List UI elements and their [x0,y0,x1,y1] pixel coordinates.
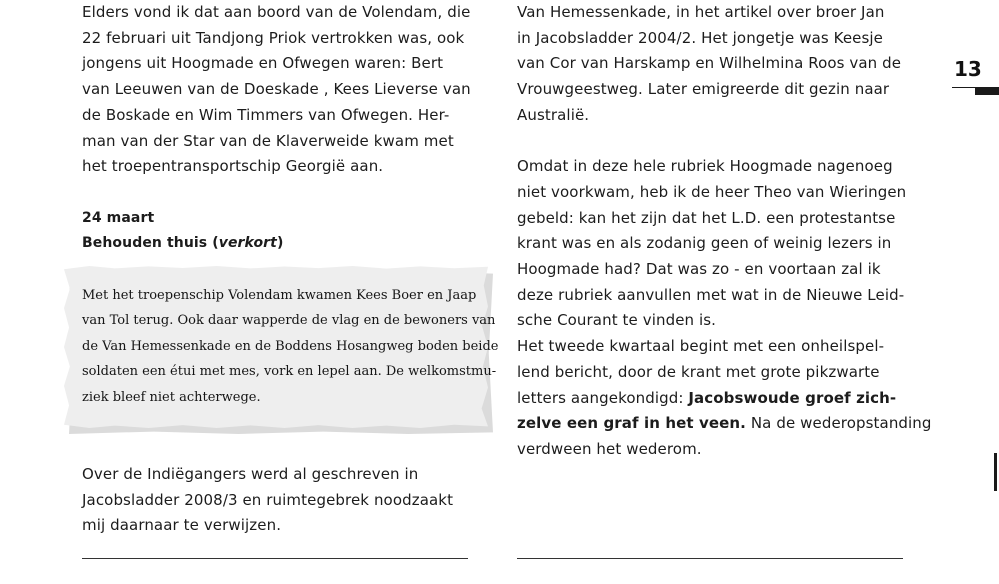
text-line: Elders vond ik dat aan boord van de Volendam, die [82,3,471,21]
headline-quote: zelve een graf in het veen. [517,414,746,433]
intro-paragraph [82,0,482,180]
clipping-line: Met het troepenschip Volendam kwamen Kees Boer en Jaap [82,288,477,303]
right-paragraph-2 [517,154,932,462]
clipping-line: ziek bleef niet achterwege. [82,389,261,405]
text-line: van Leeuwen van de Doeskade , Kees Lieverse van [82,80,471,99]
text-line: Van Hemessenkade, in het artikel over broer Jan [517,3,885,21]
text-line: het troepentransportschip Georgië aan. [82,157,384,176]
text-line: zelve een graf in het veen. Na de wederopstanding [517,414,932,433]
text-line: sche Courant te vinden is. [517,311,717,330]
text-line: de Boskade en Wim Timmers van Ofwegen. Her- [82,105,450,124]
text-line: 22 februari uit Tandjong Priok vertrokken was, ook [82,28,465,47]
text-line: krant was en als zodanig geen of weinig lezers in [517,234,892,253]
text-line: van Cor van Harskamp en Wilhelmina Roos van de [517,54,902,73]
right-column [517,0,932,463]
text-line: lend bericht, door de krant met grote pikzwarte [517,362,880,381]
text-line: mij daarnaar te verwijzen. [82,516,282,535]
text-line: Hoogmade had? Dat was zo - en voortaan zal ik [517,260,881,279]
article-title-heading: Behouden thuis (verkort) [82,235,284,252]
text-line: jongens uit Hoogmade en Ofwegen waren: Bert [82,54,444,73]
text-line: Australië. [517,105,590,124]
text-line: verdween het wederom. [517,439,702,458]
headline-quote: Jacobswoude groef zich- [688,388,897,407]
text-line: gebeld: kan het zijn dat het L.D. een protestantse [517,208,896,227]
text-line: man van der Star van de Klaverweide kwam met [82,131,454,150]
left-column [82,0,482,257]
clipping-line: soldaten een étui met mes, vork en lepel aan. De welkomstmu- [82,364,497,380]
side-edge-marker [994,453,997,491]
text-line: niet voorkwam, heb ik de heer Theo van Wieringen [517,182,907,201]
closing-paragraph [82,462,482,539]
text-line: in Jacobsladder 2004/2. Het jongetje was Keesje [517,28,883,47]
clipping-line: van Tol terug. Ook daar wapperde de vlag en de bewoners van [82,313,496,329]
text-line: Vrouwgeestweg. Later emigreerde dit gezin naar [517,80,890,99]
date-heading: 24 maart [82,209,155,226]
text-line: Over de Indiëgangers werd al geschreven in [82,465,419,483]
text-line: Omdat in deze hele rubriek Hoogmade nagenoeg [517,157,893,176]
page-tab-marker [975,87,999,95]
text-line: deze rubriek aanvullen met wat in de Nieuwe Leid- [517,285,905,304]
right-paragraph-1 [517,0,917,129]
footer-rule-left [82,558,468,559]
text-line: Het tweede kwartaal begint met een onheilspel- [517,337,885,356]
page-number: 13 [954,57,982,81]
text-line: letters aangekondigd: Jacobswoude groef zich- [517,388,897,407]
clipping-line: de Van Hemessenkade en de Boddens Hosangweg boden beide [82,338,499,354]
footer-rule-right [517,558,903,559]
clipping-text [82,283,499,410]
text-line: Jacobsladder 2008/3 en ruimtegebrek noodzaakt [82,490,454,509]
